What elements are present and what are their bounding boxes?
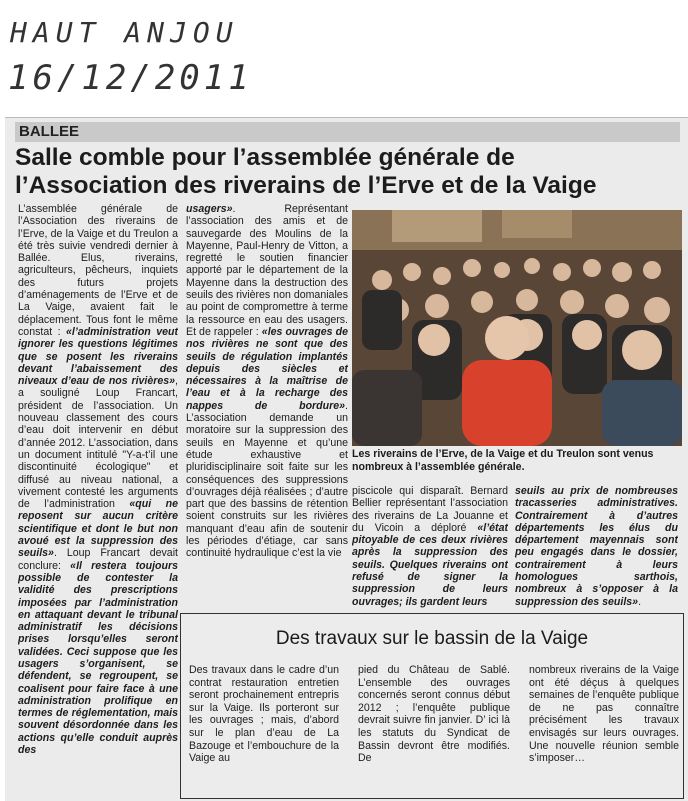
sidebar-article-column-2: pied du Château de Sablé. L’ensemble des ouvrages concernés seront connus début 2012 ; l’enquête publique devrait suivre fin janvier. D’ ici là les statuts du Syndicat de Bassin devront être modifiés. De: [358, 664, 510, 765]
handwritten-date: 16/12/2011: [8, 58, 253, 98]
article-column-4: [515, 485, 678, 613]
col2-quote-1: usagers»: [186, 203, 233, 215]
col2-text-2: . L’association demande un moratoire sur la suppression des seuils en Mayenne et qu’une étude exhaustive et pluridisciplinaire soit faite sur les conséquences des suppressions d’ouvrages déjà réalisées ; d’autre part que des bassins de rétention soient construits sur les rivières manquant d’eau afin de soutenir les périodes d’étiage, car sans continuité hydraulique c’est la vie: [186, 399, 348, 560]
col3-quote-1: «l’état pitoyable de ces deux rivières après la suppression des seuils. Quelques riverains ont refusé de signer la suppression de leurs ouvrages; ils gardent leurs: [352, 521, 508, 608]
article-column-1: [18, 203, 178, 795]
sidebar-article-column-3: nombreux riverains de la Vaige ont été déçus à quelques semaines de l’enquête publique de ne pas connaître précisément les travaux envisagés sur leurs ouvrages. Une nouvelle réunion semble s’imposer…: [529, 664, 679, 765]
col4-quote-1: seuils au prix de nombreuses tracasseries administratives. Contrairement à d’autres départements les élus du département mayennais sont peu engagés dans le dossier, contrairement à leurs homologues sarthois, nombreux à s’opposer à la suppression des seuils»: [515, 485, 678, 608]
col1-quote-1: «l’administration veut ignorer les questions légitimes que se posent les riverains devant l’abaissement des niveaux d’eau de nos rivières»: [18, 325, 178, 388]
col3-text-1: piscicole qui disparaît. Bernard Bellier représentant l’association des riverains de La Jouanne et du Vicoin a déploré: [352, 485, 508, 534]
col1-text-1: L’assemblée générale de l’Association des riverains de l’Erve, de la Vaige et du Treulon a été très suivie vendredi dernier à Ballée. Elus, riverains, agriculteurs, pêcheurs, inquiets des futurs projets d’aménagements de l’Erve et de La Vaige, avaient fait le déplacement. Tous font le même constat :: [18, 203, 178, 338]
col1-quote-3: «Il restera toujours possible de contester la validité des prescriptions imposées par l’administration en attaquant devant le tribunal administratif les décisions prises lorsqu’elles seront validées. Ceci suppose que les usagers s’organisent, se défendent, se regroupent, se coalisent pour faire face à une administration prolifique en termes de réglementation, mais souvent désordonnée dans les actions qu’elle conduit auprès des: [18, 559, 178, 757]
col2-text-1: . Représentant l’association des amis et de sauvegarde des Moulins de la Mayenne, Paul-Henry de Vitton, a regretté le soutien financier apporté par le département de la Mayenne dans la destruction des seuils des rivières non domaniales au point de compromettre à terme la ressource en eau des usagers. Et de rappeler :: [186, 203, 348, 338]
rubric-label: BALLEE: [19, 123, 79, 140]
col1-quote-2: «qui ne reposent sur aucun critère scientifique et dont le but non avoué est la suppression des seuils»: [18, 498, 178, 560]
photo-caption: Les riverains de l’Erve, de la Vaige et du Treulon sont venus nombreux à l’assemblée générale.: [352, 448, 654, 473]
assembly-photo-illustration: [352, 210, 682, 446]
handwritten-source-label: HAUT ANJOU: [10, 16, 239, 49]
headline-line-2: l’Association des riverains de l’Erve et de la Vaige: [15, 172, 597, 199]
headline: [15, 144, 685, 200]
col4-text-1: .: [638, 595, 642, 608]
article-column-2: [186, 203, 348, 613]
sidebar-article-box: [180, 613, 684, 799]
article-column-3: [352, 485, 508, 613]
col1-text-2: , a souligné Loup Francart, président de l’association. Un nouveau classement des cours d’eau doit intervenir en début d’année 2012. L’association, dans un document intitulé "Y-a-t’il une discontinuité écologique" et diffusé au niveau national, a vivement contesté les arguments de l’administration: [18, 375, 178, 511]
col1-text-3: . Loup Francart devait conclure:: [18, 547, 178, 572]
rubric-bar: [15, 122, 680, 142]
assembly-photo: [352, 210, 682, 446]
sidebar-article-column-1: Des travaux dans le cadre d’un contrat restauration entretien seront prochainement entrepris sur la Vaige. Ils porteront sur les ouvrages ; mais, d’abord sur le plan d’eau de La Bazouge et l’embouchure de la Vaige au: [189, 664, 339, 765]
col2-quote-2: «les ouvrages de nos rivières ne sont que des seuils de régulation implantés depuis des siècles et nécessaires à la maîtrise de l’eau et à la recharge des nappes de bordure»: [186, 325, 348, 412]
sidebar-article-title: Des travaux sur le bassin de la Vaige: [275, 628, 589, 649]
headline-line-1: Salle comble pour l’assemblée générale de: [15, 144, 515, 171]
